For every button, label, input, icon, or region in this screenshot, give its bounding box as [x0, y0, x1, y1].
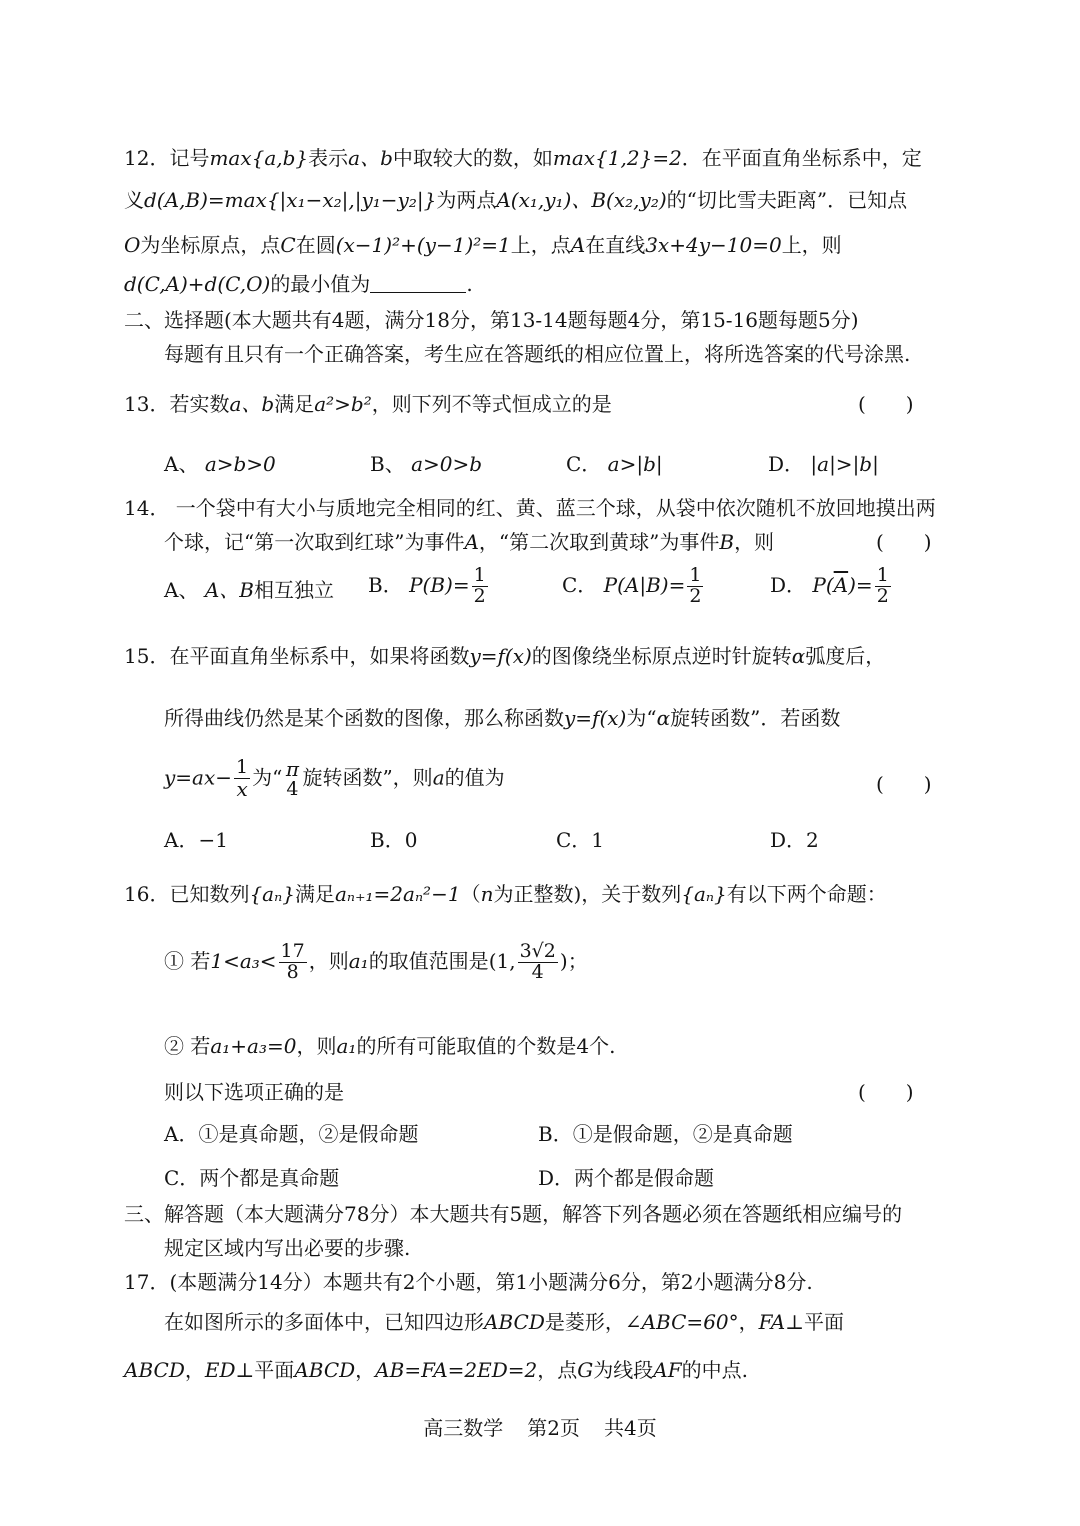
q15-option-b[interactable]: B．0	[370, 828, 418, 852]
section-2-title: 二、选择题(本大题共有4题，满分18分，第13-14题每题4分，第15-16题每题5分)	[124, 308, 859, 332]
q13-option-d[interactable]: D． |a|>|b|	[768, 452, 879, 476]
q14-option-d[interactable]: D． $P(\overline{A})=$ $\frac{1}{2}$	[770, 564, 889, 607]
section-2-instruction: 每题有且只有一个正确答案，考生应在答题纸的相应位置上，将所选答案的代号涂黑.	[164, 342, 911, 366]
q13-option-a[interactable]: A、 a>b>0	[164, 452, 276, 476]
fraction: $\frac{1}{2}$	[876, 564, 889, 607]
q15-line-1: 15．在平面直角坐标系中，如果将函数y=f(x)的图像绕坐标原点逆时针旋转α弧度后，	[124, 644, 886, 668]
q17-line-2: 在如图所示的多面体中，已知四边形ABCD是菱形，∠ABC=60°，FA⊥平面	[164, 1310, 845, 1334]
q12-line-3: O为坐标原点，点C在圆(x−1)²+(y−1)²=1上，点A在直线3x+4y−10=0上，则	[124, 233, 842, 257]
fraction: $\frac{17}{8}$	[280, 940, 305, 983]
fraction: $\frac{3√2}{4}$	[519, 940, 556, 983]
q12-line-1: 12．记号max{a,b}表示a、b中取较大的数，如max{1,2}=2．在平面直角坐标系中，定	[124, 146, 922, 170]
q14-option-c[interactable]: C． P(A|B)= $\frac{1}{2}$	[562, 564, 702, 607]
q17-line-1: 17．(本题满分14分）本题共有2个小题，第1小题满分6分，第2小题满分8分.	[124, 1270, 813, 1294]
fraction: $\frac{1}{2}$	[473, 564, 486, 607]
q14-line-1: 14． 一个袋中有大小与质地完全相同的红、黄、蓝三个球，从袋中依次随机不放回地摸出两	[124, 496, 936, 520]
q15-answer-paren[interactable]: ( )	[876, 772, 932, 796]
page-footer	[0, 1416, 1080, 1440]
section-3-line-1: 三、解答题（本大题满分78分）本大题共有5题，解答下列各题必须在答题纸相应编号的	[124, 1202, 903, 1226]
q14-option-a[interactable]: A、 A、B相互独立	[164, 578, 334, 602]
q13-stem: 13．若实数a、b满足a²>b²，则下列不等式恒成立的是	[124, 392, 612, 416]
section-3-line-2: 规定区域内写出必要的步骤.	[164, 1236, 411, 1260]
q16-proposition-1: ① 若1<a₃< $\frac{17}{8}$ ，则a₁的取值范围是(1, $\frac{3√2}{4}$ )；	[164, 940, 588, 983]
q16-option-c[interactable]: C．两个都是真命题	[164, 1166, 340, 1190]
q15-option-d[interactable]: D．2	[770, 828, 819, 852]
q15-line-2: 所得曲线仍然是某个函数的图像，那么称函数y=f(x)为“α旋转函数”．若函数	[164, 706, 841, 730]
q16-option-b[interactable]: B．①是假命题，②是真命题	[538, 1122, 793, 1146]
q13-option-c[interactable]: C． a>|b|	[566, 452, 663, 476]
q16-proposition-2: ② 若a₁+a₃=0，则a₁的所有可能取值的个数是4个.	[164, 1034, 616, 1058]
fraction: π 4	[285, 756, 299, 800]
q13-option-b[interactable]: B、 a>0>b	[370, 452, 483, 476]
q12-line-4: d(C,A)+d(C,O)的最小值为 .	[124, 272, 473, 296]
q13-answer-paren[interactable]: ( )	[858, 392, 914, 416]
q12-line-2: 义d(A,B)=max{|x₁−x₂|,|y₁−y₂|}为两点A(x₁,y₁)、B(x₂,y₂)的“切比雪夫距离”．已知点	[124, 188, 908, 212]
q17-line-3: ABCD，ED⊥平面ABCD，AB=FA=2ED=2，点G为线段AF的中点.	[124, 1358, 748, 1382]
q14-option-b[interactable]: B． P(B)= $\frac{1}{2}$	[368, 564, 486, 607]
q15-option-c[interactable]: C．1	[556, 828, 605, 852]
fraction: $\frac{1}{2}$	[689, 564, 702, 607]
q15-option-a[interactable]: A．−1	[164, 828, 228, 852]
footer-subject: 高三数学	[423, 1416, 504, 1440]
q14-line-2: 个球，记“第一次取到红球”为事件A，“第二次取到黄球”为事件B，则	[164, 530, 775, 554]
fraction: $\frac{1}{x}$	[236, 756, 249, 801]
q16-ask: 则以下选项正确的是	[164, 1080, 344, 1104]
q16-stem: 16．已知数列{aₙ}满足aₙ₊₁=2aₙ²−1（n为正整数)，关于数列{aₙ}有以下两个命题：	[124, 882, 887, 906]
footer-total: 共4页	[604, 1416, 657, 1440]
q16-option-a[interactable]: A．①是真命题，②是假命题	[164, 1122, 419, 1146]
q15-line-3: y=ax− $\frac{1}{x}$ 为“ π 4 旋转函数”，则a的值为	[164, 756, 505, 801]
q16-option-d[interactable]: D．两个都是假命题	[538, 1166, 715, 1190]
footer-page: 第2页	[527, 1416, 580, 1440]
answer-blank[interactable]	[370, 274, 466, 293]
q16-answer-paren[interactable]: ( )	[858, 1080, 914, 1104]
q14-answer-paren[interactable]: ( )	[876, 530, 932, 554]
